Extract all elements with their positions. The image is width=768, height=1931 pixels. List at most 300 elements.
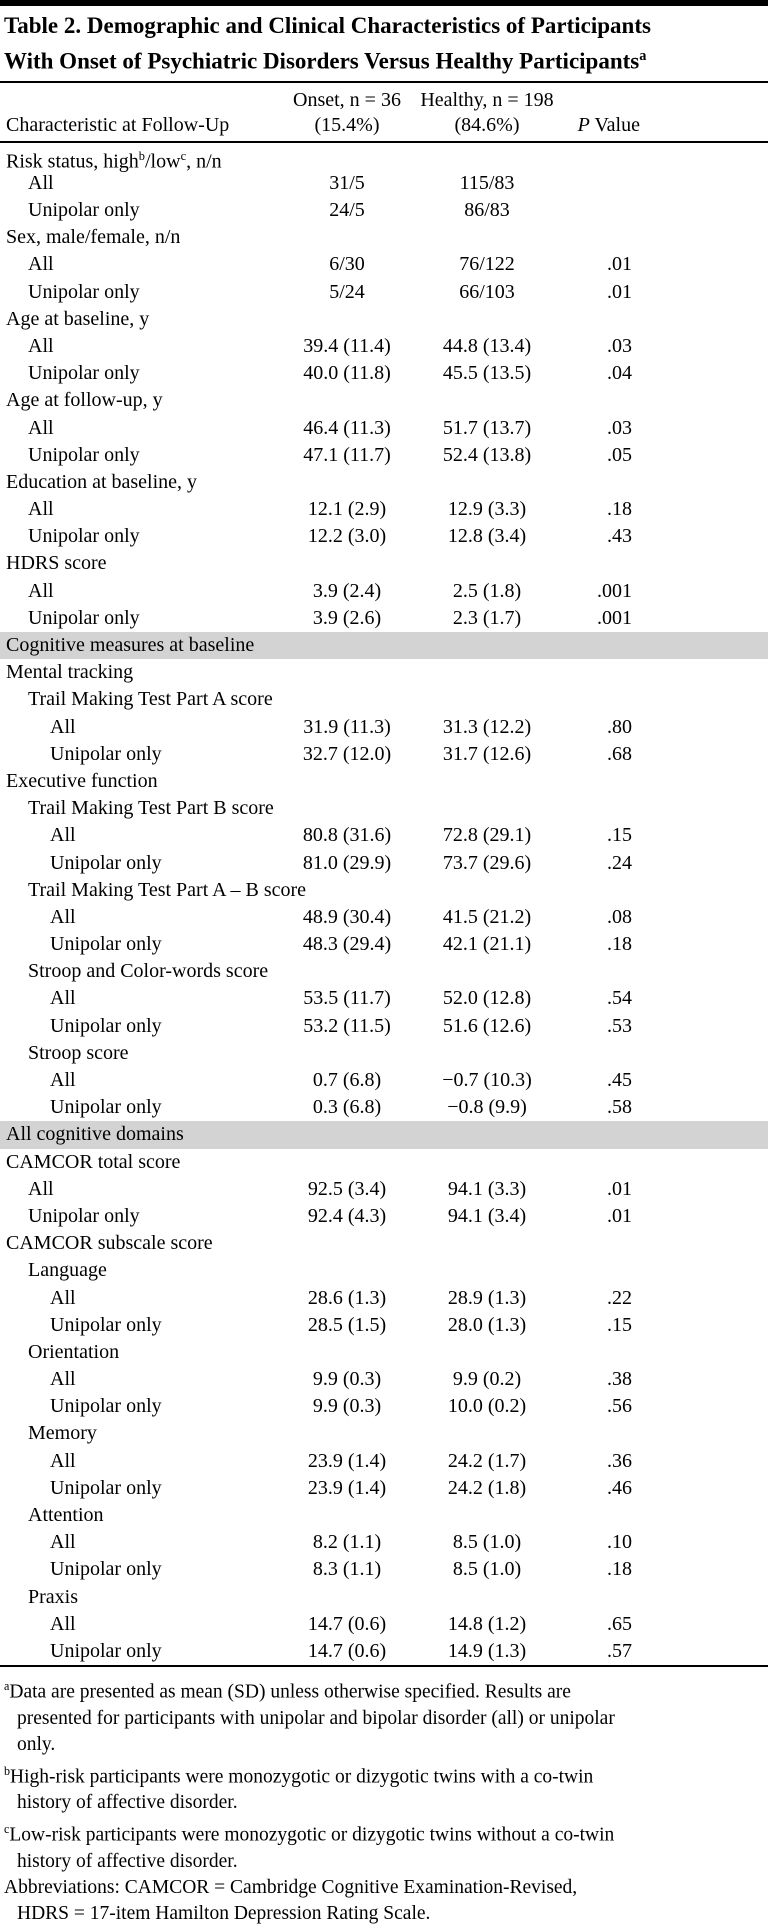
p-value-cell [567,1339,640,1366]
row-label: Unipolar only [50,933,162,956]
p-value-cell: .58 [607,1096,632,1119]
p-value-cell: .18 [607,1558,632,1581]
healthy-value-cell: 24.2 (1.8) [447,1476,527,1499]
table-row [0,1149,768,1176]
healthy-value-cell: 31.7 (12.6) [442,742,532,765]
p-value-cell: .68 [607,742,632,765]
p-value-cell: .53 [607,1014,632,1037]
row-label: Unipolar only [50,1014,162,1037]
onset-value-cell: 81.0 (29.9) [302,851,392,874]
onset-value-cell [287,1257,407,1284]
table-row [0,1584,768,1611]
row-label: All [28,579,54,602]
healthy-value-cell: 73.7 (29.6) [442,851,532,874]
onset-value-cell [287,1230,407,1257]
p-value-cell: .46 [607,1476,632,1499]
onset-value-cell [287,469,407,496]
p-value-cell: .05 [607,443,632,466]
p-value-cell: .18 [607,498,632,521]
onset-value-cell: 48.9 (30.4) [302,905,392,928]
table-row [0,1420,768,1447]
p-value-cell [567,958,640,985]
row-label: Unipolar only [50,742,162,765]
table-row [0,659,768,686]
row-label: Unipolar only [50,1476,162,1499]
p-value-cell: .43 [607,525,632,548]
table-row [0,469,768,496]
onset-value-cell: 14.7 (0.6) [307,1639,387,1662]
onset-value-cell: 12.2 (3.0) [307,525,387,548]
p-value-cell: .10 [607,1531,632,1554]
row-label: CAMCOR subscale score [6,1232,213,1255]
row-label: Memory [28,1422,97,1445]
p-value-cell: .45 [607,1069,632,1092]
healthy-value-cell [407,1230,567,1257]
row-label: Praxis [28,1585,78,1608]
table-title-line1: Table 2. Demographic and Clinical Characteristics of Participants [4,13,651,38]
healthy-value-cell [407,1040,567,1067]
p-value-cell: .15 [607,824,632,847]
healthy-value-cell: 51.7 (13.7) [442,416,532,439]
p-value-cell: .15 [607,1313,632,1336]
footnote-line [4,1875,764,1901]
healthy-value-cell [407,958,567,985]
row-label: Unipolar only [50,1096,162,1119]
table-row [0,1013,768,1040]
p-value-cell: .01 [607,1177,632,1200]
footnote-marker: c [4,1822,10,1837]
healthy-value-cell [407,1502,567,1529]
onset-value-cell: 14.7 (0.6) [307,1612,387,1635]
table-row [0,1040,768,1067]
col-header-healthy-line2: (84.6%) [454,113,520,136]
col-header-characteristic: Characteristic at Follow-Up [6,113,230,136]
label-text: , n/n [186,150,222,173]
row-label: All [50,1286,76,1309]
onset-value-cell: 9.9 (0.3) [312,1368,382,1391]
onset-value-cell: 31.9 (11.3) [303,715,391,738]
row-label: Unipolar only [28,525,140,548]
table-row [0,768,768,795]
healthy-value-cell: 42.1 (21.1) [442,933,532,956]
healthy-value-cell: 14.8 (1.2) [447,1612,527,1635]
healthy-value-cell [407,550,567,577]
healthy-value-cell: 51.6 (12.6) [442,1014,532,1037]
row-label: Stroop and Color-words score [28,960,269,983]
healthy-value-cell: 45.5 (13.5) [442,362,532,385]
row-label: Education at baseline, y [6,470,198,493]
row-label: Unipolar only [50,1639,162,1662]
footnote-continuation-line [4,1849,764,1875]
p-value-cell: .18 [607,933,632,956]
onset-value-cell [287,1420,407,1447]
row-label: All [50,987,76,1010]
onset-value-cell: 3.9 (2.6) [312,606,382,629]
row-label: Unipolar only [50,1558,162,1581]
col-header-onset [287,88,407,138]
row-label: Stroop score [28,1041,129,1064]
footnote-marker: b [138,148,145,163]
row-label: Age at baseline, y [6,307,150,330]
table-row [0,741,768,768]
onset-value-cell: 46.4 (11.3) [303,416,391,439]
p-value-cell [567,795,640,822]
footnote-marker: b [4,1763,11,1778]
onset-value-cell: 47.1 (11.7) [303,443,391,466]
p-value-cell: .01 [607,280,632,303]
table-row [0,224,768,251]
healthy-value-cell [407,1257,567,1284]
healthy-value-cell: 8.5 (1.0) [452,1531,522,1554]
row-label: Executive function [6,769,158,792]
col-header-healthy [407,88,567,138]
table-row [0,550,768,577]
healthy-value-cell: 12.9 (3.3) [447,498,527,521]
table-row [0,333,768,360]
healthy-value-cell: 28.0 (1.3) [447,1313,527,1336]
p-value-cell: .54 [607,987,632,1010]
table-title-footnote-marker: a [639,48,647,64]
table-row [0,360,768,387]
healthy-value-cell [407,1339,567,1366]
p-value-cell [567,1420,640,1447]
p-value-cell: .22 [607,1286,632,1309]
healthy-value-cell [426,877,586,904]
footnote-marker: c [180,148,187,163]
p-value-cell [567,306,640,333]
table-row [0,442,768,469]
onset-value-cell [287,795,407,822]
label-text: Risk status, high [6,150,139,173]
p-value-cell [586,877,659,904]
table-row [0,523,768,550]
p-value-cell [567,1257,640,1284]
row-label: Language [28,1259,107,1282]
p-value-cell [567,224,640,251]
col-header-p-rest: Value [589,113,640,136]
row-label: All [50,1449,76,1472]
footnote-marker: a [4,1679,10,1694]
onset-value-cell: 8.3 (1.1) [312,1558,382,1581]
row-label: All [28,416,54,439]
row-label: CAMCOR total score [6,1150,181,1173]
onset-value-cell: 24/5 [329,199,365,222]
healthy-value-cell: 66/103 [459,280,515,303]
healthy-value-cell: 41.5 (21.2) [442,905,532,928]
healthy-value-cell: 76/122 [459,253,515,276]
footnote-line [4,1673,764,1706]
onset-value-cell: 3.9 (2.4) [312,579,382,602]
p-value-cell [567,768,640,795]
p-value-cell: .03 [607,416,632,439]
table-row [0,387,768,414]
table-row [0,415,768,442]
p-value-cell: .65 [607,1612,632,1635]
table-row [0,877,768,904]
table-title-line2 [4,41,764,77]
table-row [0,1448,768,1475]
section-header-row [0,632,768,659]
table-row [0,931,768,958]
healthy-value-cell: 12.8 (3.4) [447,525,527,548]
row-label: Cognitive measures at baseline [6,634,255,657]
row-label: All [50,824,76,847]
footnote-text: only. [17,1733,56,1755]
table-row [0,795,768,822]
healthy-value-cell: 28.9 (1.3) [447,1286,527,1309]
p-value-cell: .01 [607,253,632,276]
footnote-line [4,1816,764,1849]
row-label: All [50,715,76,738]
healthy-value-cell: 24.2 (1.7) [447,1449,527,1472]
footnote-text: Low-risk participants were monozygotic or dizygotic twins without a co-twin [9,1824,615,1846]
footnote-text: history of affective disorder. [17,1850,238,1872]
row-label: All [28,253,54,276]
onset-value-cell: 12.1 (2.9) [307,498,387,521]
col-header-pvalue [567,113,640,138]
row-label: Trail Making Test Part A score [28,688,273,711]
table-row [0,143,768,173]
table-row [0,1475,768,1502]
onset-value-cell: 5/24 [329,280,365,303]
row-label: Unipolar only [50,851,162,874]
p-value-cell: .38 [607,1368,632,1391]
row-label: All [50,905,76,928]
row-label: Orientation [28,1340,120,1363]
table-row [0,251,768,278]
table-row [0,958,768,985]
onset-value-cell: 92.4 (4.3) [307,1204,387,1227]
onset-value-cell: 23.9 (1.4) [307,1449,387,1472]
onset-value-cell [287,387,407,414]
table-row [0,306,768,333]
healthy-value-cell [407,1149,567,1176]
onset-value-cell: 28.5 (1.5) [307,1313,387,1336]
footnote-continuation-line [4,1790,764,1816]
table-row [0,1529,768,1556]
table-row [0,1230,768,1257]
onset-value-cell: 32.7 (12.0) [302,742,392,765]
healthy-value-cell [407,224,567,251]
healthy-value-cell [407,1420,567,1447]
row-label: Unipolar only [50,1395,162,1418]
p-value-cell [567,550,640,577]
onset-value-cell [287,659,407,686]
onset-value-cell: 53.2 (11.5) [303,1014,391,1037]
onset-value-cell [287,1040,407,1067]
healthy-value-cell: −0.7 (10.3) [442,1069,532,1092]
row-label: Unipolar only [28,443,140,466]
table-row [0,1339,768,1366]
p-value-cell: .03 [607,334,632,357]
table-row [0,1366,768,1393]
p-value-cell: .24 [607,851,632,874]
healthy-value-cell: 44.8 (13.4) [442,334,532,357]
row-label: Sex, male/female, n/n [6,226,181,249]
healthy-value-cell [407,306,567,333]
table-row [0,850,768,877]
p-value-cell: .57 [607,1639,632,1662]
onset-value-cell [287,1149,407,1176]
onset-value-cell [287,1339,407,1366]
label-text: /low [145,150,181,173]
footnote-continuation-line [4,1706,764,1732]
onset-value-cell: 31/5 [329,171,365,194]
p-value-cell: .80 [607,715,632,738]
footnote-text: Data are presented as mean (SD) unless otherwise specified. Results are [9,1681,571,1703]
row-label: All [50,1368,76,1391]
table-row [0,1285,768,1312]
healthy-value-cell: 52.4 (13.8) [442,443,532,466]
onset-value-cell [287,550,407,577]
table-row [0,605,768,632]
onset-value-cell: 39.4 (11.4) [303,334,391,357]
table-row [0,1393,768,1420]
row-label: Unipolar only [28,280,140,303]
p-value-cell: .08 [607,905,632,928]
onset-value-cell [287,686,407,713]
p-value-cell [567,1149,640,1176]
p-value-cell [567,387,640,414]
table-title-line2-text: With Onset of Psychiatric Disorders Versus Healthy Participants [4,48,640,74]
p-value-cell [567,469,640,496]
column-header-row [0,83,768,143]
onset-value-cell: 9.9 (0.3) [312,1395,382,1418]
healthy-value-cell: 52.0 (12.8) [442,987,532,1010]
p-value-cell [567,1230,640,1257]
row-label: All [50,1531,76,1554]
table-row [0,1203,768,1230]
col-header-p-symbol: P [577,113,590,136]
row-label: All [28,334,54,357]
table-row [0,496,768,523]
footnote-continuation-line [4,1901,764,1927]
p-value-cell [567,1502,640,1529]
table-row [0,686,768,713]
p-value-cell: .01 [607,1204,632,1227]
footnote-text: Abbreviations: CAMCOR = Cambridge Cognitive Examination-Revised, [4,1876,578,1898]
healthy-value-cell [407,1584,567,1611]
healthy-value-cell: −0.8 (9.9) [447,1096,527,1119]
row-label: All [28,1177,54,1200]
table-row [0,904,768,931]
footnotes [0,1667,768,1931]
onset-value-cell: 53.5 (11.7) [303,987,391,1010]
row-label: Trail Making Test Part B score [28,797,274,820]
onset-value-cell [287,224,407,251]
row-label: All [28,498,54,521]
onset-value-cell [287,1502,407,1529]
healthy-value-cell: 9.9 (0.2) [452,1368,522,1391]
healthy-value-cell: 72.8 (29.1) [442,824,532,847]
p-value-cell [567,1040,640,1067]
row-label: HDRS score [6,552,107,575]
table-row [0,578,768,605]
table-row [0,197,768,224]
row-label: All [28,171,54,194]
table-row [0,279,768,306]
onset-value-cell [287,306,407,333]
p-value-cell [567,1584,640,1611]
healthy-value-cell: 115/83 [459,171,515,194]
onset-value-cell [287,1584,407,1611]
healthy-value-cell: 94.1 (3.4) [447,1204,527,1227]
row-label: Unipolar only [50,1313,162,1336]
row-label: All cognitive domains [6,1123,184,1146]
p-value-cell: .36 [607,1449,632,1472]
p-value-cell [567,659,640,686]
row-label: Unipolar only [28,606,140,629]
healthy-value-cell: 2.3 (1.7) [452,606,522,629]
col-header-onset-line1: Onset, n = 36 [293,88,401,111]
table-row [0,985,768,1012]
table-row [0,714,768,741]
footnote-text: presented for participants with unipolar and bipolar disorder (all) or unipolar [17,1707,615,1729]
table-row [0,1611,768,1638]
table-row [0,822,768,849]
p-value-cell: .001 [597,579,632,602]
onset-value-cell [287,768,407,795]
healthy-value-cell [407,469,567,496]
table-row [0,1257,768,1284]
healthy-value-cell: 86/83 [464,199,510,222]
onset-value-cell: 40.0 (11.8) [303,362,391,385]
table-row [0,1638,768,1665]
healthy-value-cell: 31.3 (12.2) [442,715,532,738]
row-label: Unipolar only [28,362,140,385]
onset-value-cell: 8.2 (1.1) [312,1531,382,1554]
healthy-value-cell [407,659,567,686]
row-label: Mental tracking [6,661,134,684]
table-row [0,1094,768,1121]
onset-value-cell: 0.3 (6.8) [312,1096,382,1119]
onset-value-cell: 6/30 [329,253,365,276]
row-label: All [50,1612,76,1635]
p-value-cell [567,170,640,197]
p-value-cell: .04 [607,362,632,385]
onset-value-cell: 0.7 (6.8) [312,1069,382,1092]
healthy-value-cell [407,795,567,822]
table-body [0,143,768,1668]
p-value-cell [567,197,640,224]
table-row [0,1176,768,1203]
row-label: Unipolar only [28,199,140,222]
table-title [0,6,768,83]
p-value-cell: .001 [597,606,632,629]
row-label: All [50,1069,76,1092]
table-row [0,1556,768,1583]
table-row [0,1502,768,1529]
footnote-text: HDRS = 17-item Hamilton Depression Rating Scale. [17,1902,431,1924]
col-header-onset-line2: (15.4%) [314,113,380,136]
p-value-cell [567,686,640,713]
onset-value-cell: 28.6 (1.3) [307,1286,387,1309]
row-label: Unipolar only [28,1204,140,1227]
onset-value-cell: 48.3 (29.4) [302,933,392,956]
onset-value-cell: 92.5 (3.4) [307,1177,387,1200]
healthy-value-cell: 2.5 (1.8) [452,579,522,602]
table-row [0,170,768,197]
row-label: Attention [28,1504,104,1527]
footnote-text: history of affective disorder. [17,1792,238,1814]
footnote-text: High-risk participants were monozygotic or dizygotic twins with a co-twin [10,1766,594,1788]
healthy-value-cell: 8.5 (1.0) [452,1558,522,1581]
col-header-healthy-line1: Healthy, n = 198 [420,88,554,111]
healthy-value-cell [407,686,567,713]
onset-value-cell: 23.9 (1.4) [307,1476,387,1499]
healthy-value-cell: 14.9 (1.3) [447,1639,527,1662]
onset-value-cell [287,958,407,985]
